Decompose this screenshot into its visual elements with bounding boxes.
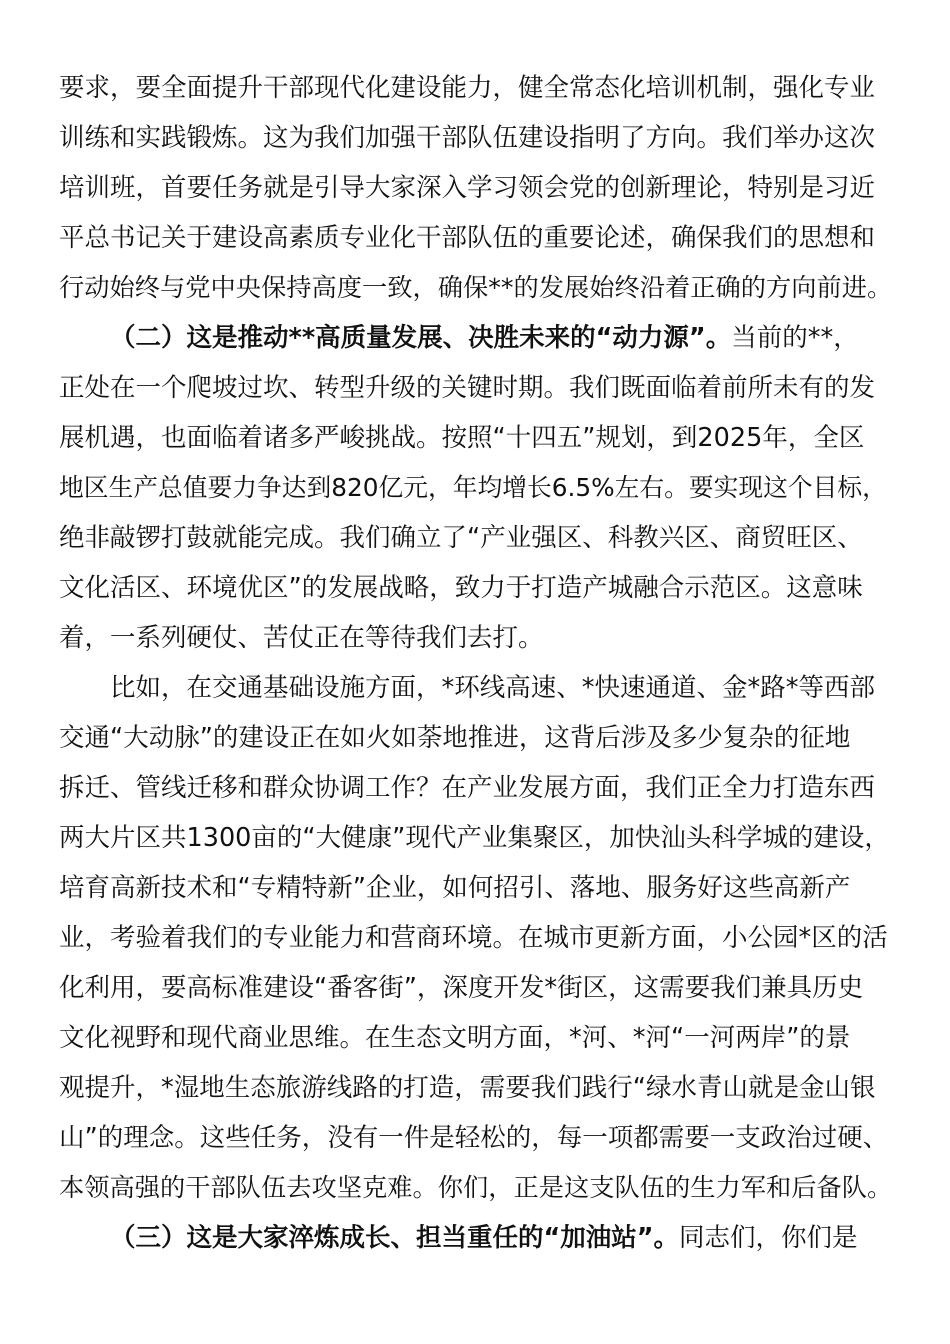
paragraph-line: 正处在一个爬坡过坎、转型升级的关键时期。我们既面临着前所未有的发 bbox=[59, 373, 876, 403]
paragraph-line: 地区生产总值要力争达到820亿元，年均增长6.5%左右。要实现这个目标， bbox=[59, 473, 887, 502]
paragraph-line: 着，一系列硬仗、苦仗正在等待我们去打。 bbox=[59, 623, 544, 653]
paragraph-line: 两大片区共1300亩的“大健康”现代产业集聚区，加快汕头科学城的建设， bbox=[59, 823, 890, 853]
paragraph-line: 交通“大动脉”的建设正在如火如荼地推进，这背后涉及多少复杂的征地 bbox=[59, 723, 851, 753]
paragraph-line: 山”的理念。这些任务，没有一件是轻松的，每一项都需要一支政治过硬、 bbox=[59, 1123, 889, 1153]
paragraph-line: 要求，要全面提升干部现代化建设能力，健全常态化培训机制，强化专业 bbox=[59, 73, 876, 103]
section-heading-3 bbox=[110, 1218, 858, 1258]
paragraph-line: 文化活区、环境优区”的发展战略，致力于打造产城融合示范区。这意味 bbox=[59, 573, 863, 603]
section-heading-2 bbox=[110, 318, 859, 358]
paragraph-line: 化利用，要高标准建设“番客街”，深度开发*街区，这需要我们兼具历史 bbox=[59, 973, 864, 1003]
paragraph-line: 本领高强的干部队伍去攻坚克难。你们，正是这支队伍的生力军和后备队。 bbox=[59, 1173, 893, 1202]
paragraph-line: 培训班，首要任务就是引导大家深入学习领会党的创新理论，特别是习近 bbox=[59, 173, 876, 203]
paragraph-line: 展机遇，也面临着诸多严峻挑战。按照“十四五”规划，到2025年，全区 bbox=[59, 423, 865, 453]
paragraph-line: 业，考验着我们的专业能力和营商环境。在城市更新方面，小公园*区的活 bbox=[59, 923, 888, 953]
paragraph-line: 行动始终与党中央保持高度一致，确保**的发展始终沿着正确的方向前进。 bbox=[59, 273, 893, 302]
paragraph-line: 绝非敲锣打鼓就能完成。我们确立了“产业强区、科教兴区、商贸旺区、 bbox=[59, 523, 863, 553]
paragraph-line: 拆迁、管线迁移和群众协调工作？在产业发展方面，我们正全力打造东西 bbox=[59, 773, 876, 803]
paragraph-line: 训练和实践锻炼。这为我们加强干部队伍建设指明了方向。我们举办这次 bbox=[59, 123, 876, 153]
paragraph-line: 培育高新技术和“专精特新”企业，如何招引、落地、服务好这些高新产 bbox=[59, 873, 851, 903]
section-heading-2-text: 当前的**， bbox=[731, 323, 859, 353]
section-heading-3-text: 同志们，你们是 bbox=[679, 1223, 858, 1253]
paragraph-line: 比如，在交通基础设施方面，*环线高速、*快速通道、金*路*等西部 bbox=[110, 673, 876, 703]
paragraph-line: 文化视野和现代商业思维。在生态文明方面，*河、*河“一河两岸”的景 bbox=[59, 1023, 851, 1053]
section-heading-3-title: （三）这是大家淬炼成长、担当重任的“加油站”。 bbox=[110, 1223, 680, 1253]
paragraph-line: 平总书记关于建设高素质专业化干部队伍的重要论述，确保我们的思想和 bbox=[59, 223, 876, 253]
paragraph-line: 观提升，*湿地生态旅游线路的打造，需要我们践行“绿水青山就是金山银 bbox=[59, 1073, 876, 1103]
section-heading-2-title: （二）这是推动**高质量发展、决胜未来的“动力源”。 bbox=[110, 323, 732, 353]
